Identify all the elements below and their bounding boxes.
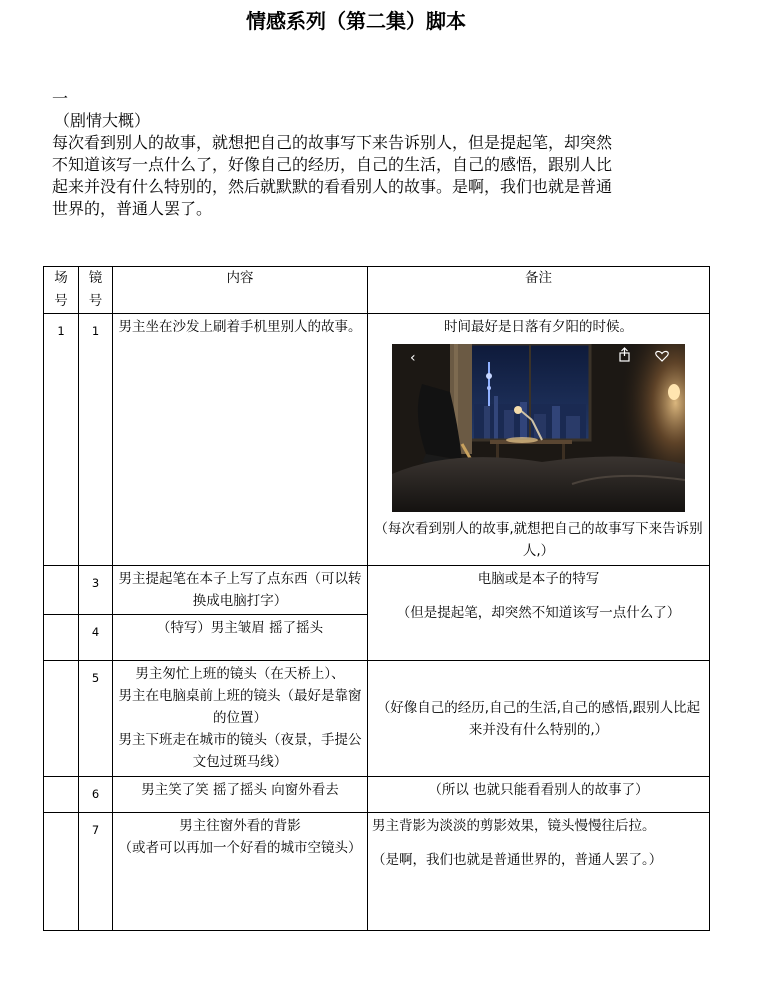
content-line: 男主往窗外看的背影 [179,818,301,834]
notes-cell: （好像自己的经历,自己的生活,自己的感悟,跟别人比起来并没有什么特别的,） [368,661,710,777]
scene-number [44,813,79,931]
note-text: 时间最好是日落有夕阳的时候。 [444,319,633,335]
header-scene [44,267,79,314]
scene-number [44,661,79,777]
synopsis-block [52,88,672,220]
content-cell [113,813,368,931]
note-text: （是啊，我们也就是普通世界的，普通人罢了。） [372,852,663,868]
table-row [44,777,710,813]
content-line: 男主在电脑桌前上班的镜头（最好是靠窗的位置） [118,688,362,726]
header-shot [79,267,113,314]
note-text: （每次看到别人的故事,就想把自己的故事写下来告诉别人,） [374,521,703,559]
shot-number: 6 [79,777,113,813]
content-line: 男主下班走在城市的镜头（夜景，手提公文包过斑马线） [118,732,362,770]
table-row [44,314,710,566]
section-number: 一 [52,89,69,108]
shot-number: 5 [79,661,113,777]
shot-number: 1 [79,314,113,566]
notes-cell [368,813,710,931]
reference-photo [392,344,685,512]
header-scene-line: 号 [54,293,68,309]
synopsis-line: 起来并没有什么特别的，然后就默默的看看别人的故事。是啊，我们也就是普通 [52,177,613,196]
shot-number: 7 [79,813,113,931]
content-cell: 男主坐在沙发上刷着手机里别人的故事。 [113,314,368,566]
notes-cell [368,566,710,661]
content-cell: 男主笑了笑 摇了摇头 向窗外看去 [113,777,368,813]
notes-cell [368,314,710,566]
script-table [43,266,710,931]
document-title: 情感系列（第二集）脚本 [246,9,466,33]
scene-number: 1 [44,314,79,566]
table-header-row [44,267,710,314]
table-row [44,661,710,777]
scene-number [44,777,79,813]
table-row [44,813,710,931]
synopsis-line: 每次看到别人的故事，就想把自己的故事写下来告诉别人，但是提起笔，却突然 [52,133,613,152]
content-cell: 男主提起笔在本子上写了点东西（可以转换成电脑打字） [113,566,368,615]
synopsis-heading: （剧情大概） [54,111,151,130]
notes-cell: （所以 也就只能看看别人的故事了） [368,777,710,813]
note-text: （但是提起笔，却突然不知道该写一点什么了） [396,605,681,621]
shot-number: 4 [79,615,113,661]
header-scene-line: 场 [54,270,68,286]
note-text: 男主背影为淡淡的剪影效果，镜头慢慢往后拉。 [372,818,656,834]
shot-number: 3 [79,566,113,615]
content-line: （或者可以再加一个好看的城市空镜头） [118,840,362,856]
header-shot-line: 号 [88,293,103,309]
header-content: 内容 [113,267,368,314]
note-text: 电脑或是本子的特写 [477,571,600,587]
content-cell [113,661,368,777]
synopsis-line: 世界的，普通人罢了。 [52,199,213,218]
header-shot-line: 镜 [88,270,103,286]
content-line: 男主匆忙上班的镜头（在天桥上）、 [135,666,345,682]
back-chevron-icon[interactable]: ‹ [410,350,416,366]
scene-number [44,615,79,661]
synopsis-line: 不知道该写一点什么了，好像自己的经历，自己的生活，自己的感悟，跟别人比 [52,155,613,174]
header-notes: 备注 [368,267,710,314]
table-row [44,566,710,615]
scene-number [44,566,79,615]
content-cell: （特写）男主皱眉 摇了摇头 [113,615,368,661]
